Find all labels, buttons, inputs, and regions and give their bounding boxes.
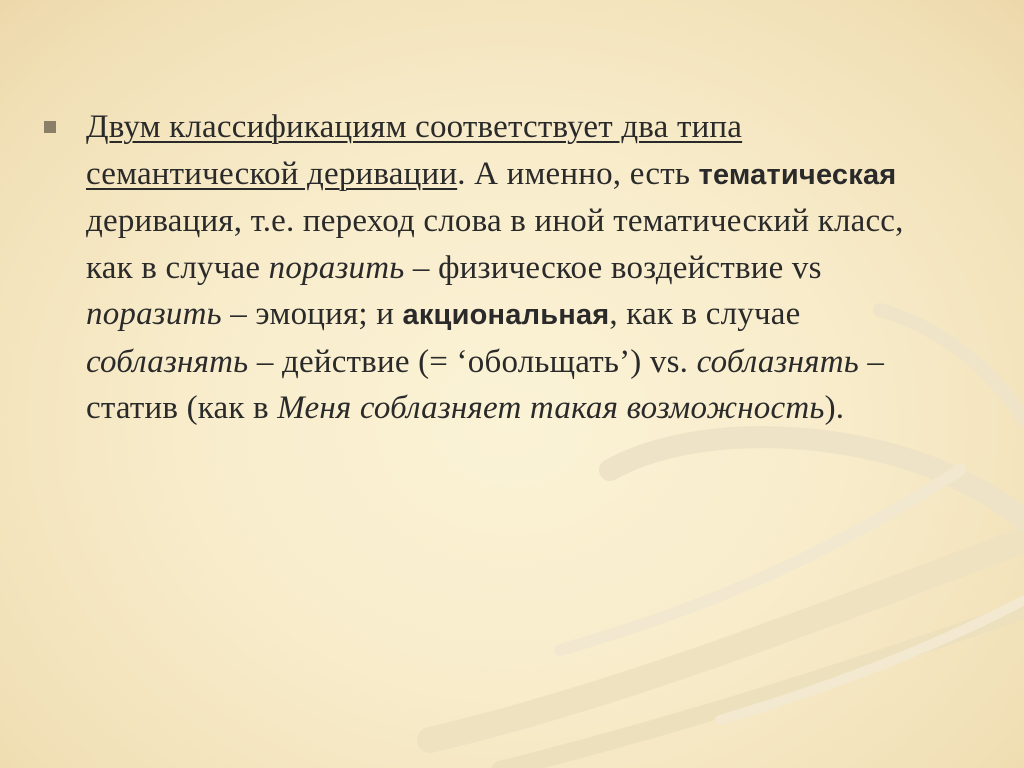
bold-term-thematic: тематическая bbox=[698, 158, 897, 191]
square-bullet-icon bbox=[44, 121, 56, 133]
text-segment: – физическое воздействие vs bbox=[404, 249, 822, 286]
text-segment: деривация, т.е. переход слова в иной тематический класс, как в случае bbox=[86, 203, 904, 286]
italic-example: соблазнять bbox=[86, 343, 249, 380]
bullet-paragraph bbox=[86, 104, 954, 432]
swirl-band-3 bbox=[610, 437, 1024, 520]
slide-body bbox=[44, 104, 954, 432]
bold-term-actional: акциональная bbox=[402, 299, 610, 331]
italic-example: поразить bbox=[268, 249, 405, 286]
swirl-band-6 bbox=[720, 600, 1024, 720]
text-segment: . А именно, есть bbox=[457, 155, 699, 192]
italic-example: поразить bbox=[86, 296, 222, 332]
text-segment: , как в случае bbox=[609, 296, 801, 332]
italic-example-sentence: Меня соблазняет такая возможность bbox=[277, 390, 825, 426]
text-segment: – действие (= ‘обольщать’) vs. bbox=[248, 343, 697, 380]
underlined-lead: Двум классификациям соответствует два типа семантической деривации bbox=[86, 109, 743, 192]
swirl-band-1 bbox=[430, 540, 1024, 740]
text-segment: ). bbox=[824, 390, 845, 426]
text-segment: – статив (как в bbox=[86, 343, 885, 426]
swirl-band-5 bbox=[560, 470, 960, 650]
swirl-band-2 bbox=[500, 610, 1024, 768]
text-segment: – эмоция; и bbox=[221, 296, 403, 332]
italic-example: соблазнять bbox=[696, 343, 859, 380]
